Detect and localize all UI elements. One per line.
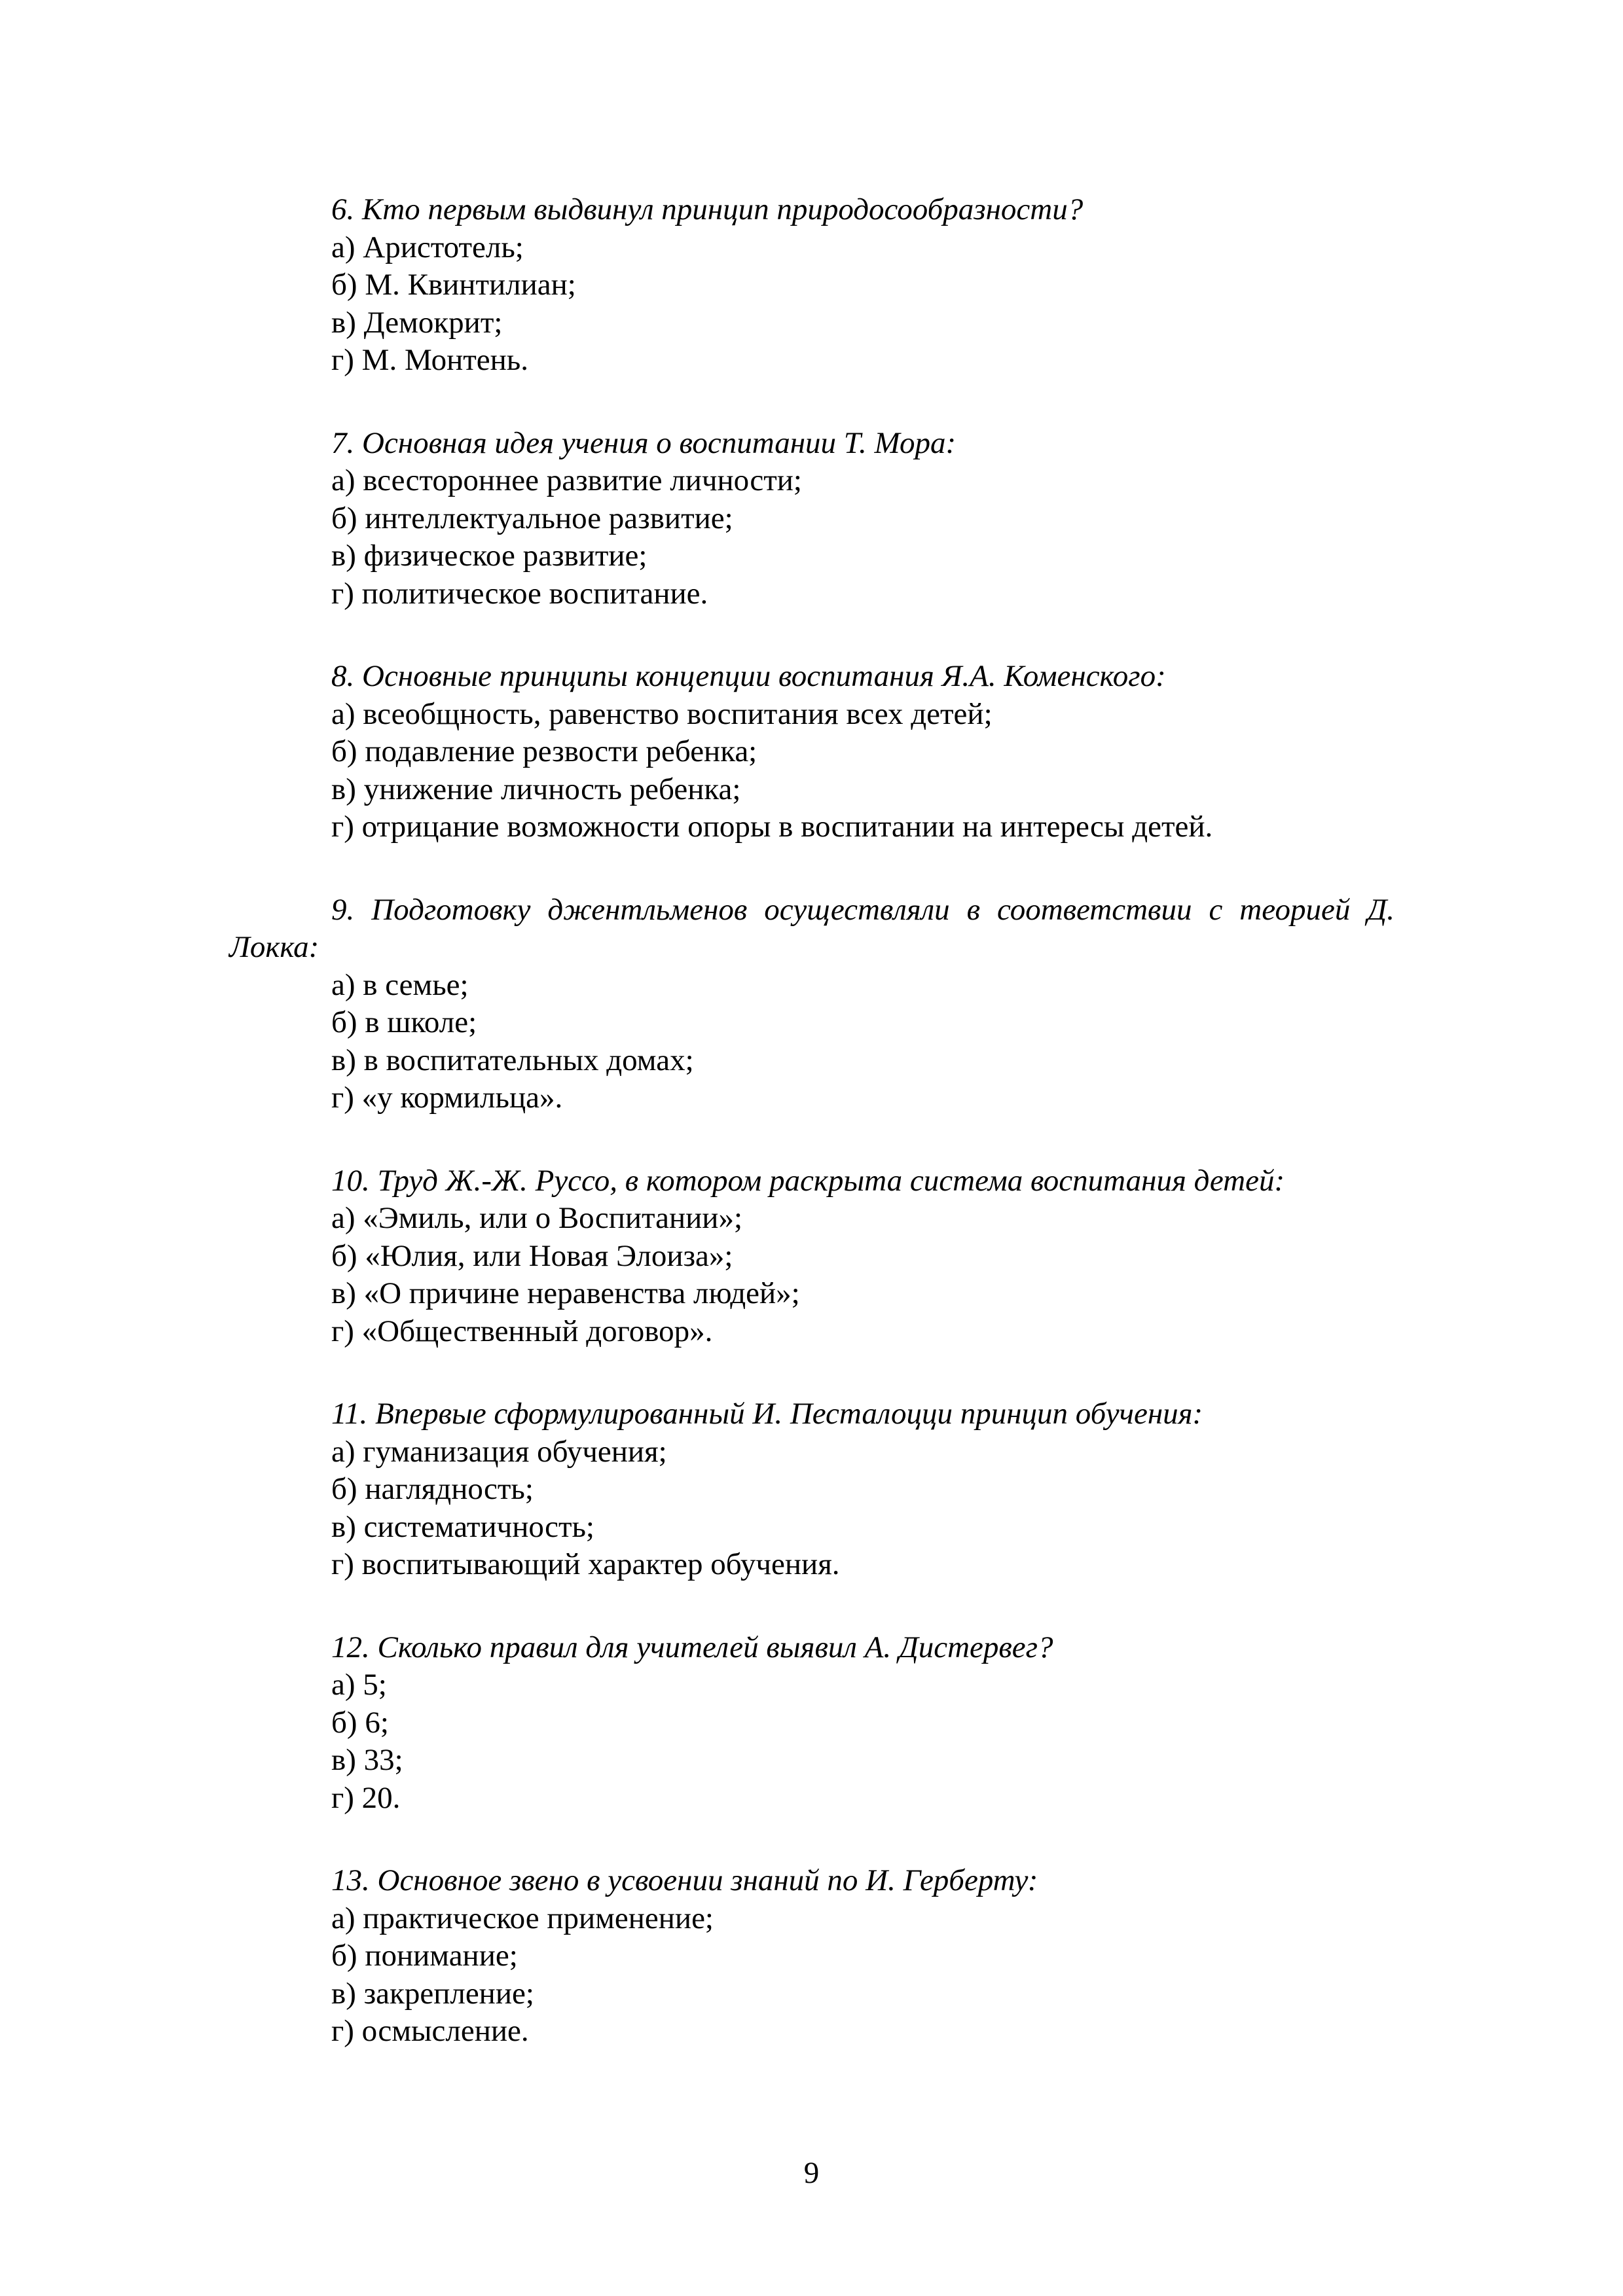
question-text: 13. Основное звено в усвоении знаний по И. Герберту: (331, 1863, 1038, 1897)
answer-option: г) 20. (331, 1780, 401, 1815)
answer-option: в) систематичность; (331, 1509, 594, 1544)
answer-option: б) понимание; (331, 1939, 518, 1973)
question-6 (229, 191, 1395, 380)
answer-option: б) интеллектуальное развитие; (331, 501, 733, 535)
answer-option: г) политическое воспитание. (331, 576, 708, 611)
question-12 (229, 1629, 1395, 1818)
question-text: 8. Основные принципы концепции воспитания Я.А. Коменского: (331, 659, 1166, 693)
answer-option: б) наглядность; (331, 1472, 534, 1506)
question-text: 11. Впервые сформулированный И. Песталоцци принцип обучения: (331, 1397, 1203, 1431)
answer-options (229, 696, 1395, 846)
question-text: 7. Основная идея учения о воспитании Т. Мора: (331, 425, 957, 460)
answer-option: в) 33; (331, 1743, 403, 1777)
answer-options (229, 1666, 1395, 1817)
answer-option: б) в школе; (331, 1005, 477, 1039)
answer-option: г) «Общественный договор». (331, 1314, 713, 1348)
answer-option: г) осмысление. (331, 2014, 529, 2048)
answer-option: б) «Юлия, или Новая Элоиза»; (331, 1238, 733, 1273)
answer-option: в) унижение личность ребенка; (331, 772, 741, 806)
answer-options (229, 1200, 1395, 1350)
question-text: 10. Труд Ж.-Ж. Руссо, в котором раскрыта система воспитания детей: (331, 1163, 1285, 1198)
answer-option: г) воспитывающий характер обучения. (331, 1547, 840, 1581)
answer-option: в) Демокрит; (331, 305, 503, 340)
question-11 (229, 1395, 1395, 1584)
page-number: 9 (803, 2156, 820, 2190)
answer-options (229, 967, 1395, 1117)
answer-option: а) всеобщность, равенство воспитания всех детей; (331, 696, 993, 731)
question-9 (229, 891, 1395, 1117)
answer-option: в) «О причине неравенства людей»; (331, 1276, 800, 1310)
question-7 (229, 425, 1395, 613)
answer-option: б) М. Квинтилиан; (331, 268, 576, 302)
answer-option: а) всестороннее развитие личности; (331, 463, 802, 497)
answer-options (229, 229, 1395, 380)
answer-options (229, 1900, 1395, 2051)
question-13 (229, 1862, 1395, 2051)
answer-option: а) Аристотель; (331, 230, 524, 264)
answer-option: а) «Эмиль, или о Воспитании»; (331, 1201, 743, 1235)
question-10 (229, 1162, 1395, 1351)
question-text: 12. Сколько правил для учителей выявил А. Дистервег? (331, 1630, 1053, 1664)
answer-option: г) отрицание возможности опоры в воспитании на интересы детей. (331, 810, 1213, 844)
answer-option: в) физическое развитие; (331, 539, 647, 573)
answer-option: в) в воспитательных домах; (331, 1043, 694, 1077)
question-text: 9. Подготовку джентльменов осуществляли в соответствии с теорией Д. Локка: (229, 892, 1395, 964)
question-8 (229, 658, 1395, 846)
answer-option: а) гуманизация обучения; (331, 1434, 667, 1469)
answer-option: а) 5; (331, 1668, 387, 1702)
question-text: 6. Кто первым выдвинул принцип природосообразности? (331, 192, 1084, 226)
answer-option: б) 6; (331, 1705, 389, 1740)
question-list (229, 191, 1395, 2096)
answer-options (229, 1433, 1395, 1584)
answer-option: в) закрепление; (331, 1976, 534, 2011)
answer-option: а) практическое применение; (331, 1901, 714, 1935)
answer-option: а) в семье; (331, 967, 469, 1002)
answer-option: б) подавление резвости ребенка; (331, 734, 757, 768)
answer-option: г) М. Монтень. (331, 343, 528, 377)
answer-option: г) «у кормильца». (331, 1081, 563, 1115)
answer-options (229, 462, 1395, 613)
